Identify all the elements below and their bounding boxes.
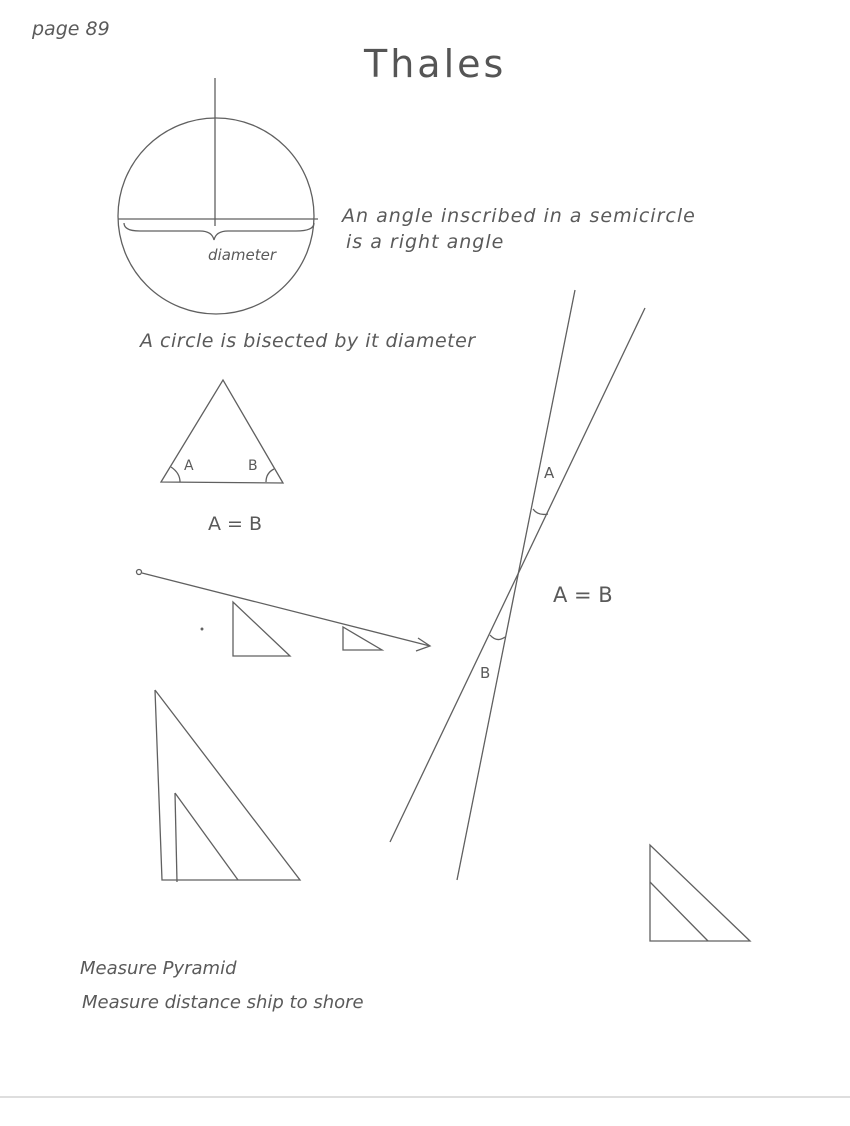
diameter-label: diameter xyxy=(208,246,276,264)
triangle-equality: A = B xyxy=(208,513,263,535)
corner-triangle xyxy=(650,845,750,941)
angle-b-arc xyxy=(266,469,274,482)
crossing-label-a: A xyxy=(544,464,555,482)
vertical-angles-diagram xyxy=(390,290,645,880)
corner-triangle-inner-line xyxy=(650,882,708,941)
angle-a-arc xyxy=(171,467,180,482)
triangle-label-a: A xyxy=(184,458,194,474)
circle-diagram xyxy=(118,78,318,314)
bottom-note-ship: Measure distance ship to shore xyxy=(82,992,364,1013)
isosceles-triangle-diagram xyxy=(161,380,283,535)
crossing-label-b: B xyxy=(480,664,491,682)
inner-triangle-hypotenuse xyxy=(175,793,238,880)
circle-outline xyxy=(118,118,314,314)
crossing-equality: A = B xyxy=(553,583,613,607)
ray-line xyxy=(142,573,430,646)
angle-b-arc-bottom xyxy=(490,635,505,640)
small-triangle-1 xyxy=(233,602,290,656)
bisect-note: A circle is bisected by it diameter xyxy=(140,330,476,352)
inner-triangle-vertical xyxy=(175,793,177,882)
bottom-note-pyramid: Measure Pyramid xyxy=(80,958,237,979)
pencil-speck xyxy=(201,628,203,630)
angle-a-arc-top xyxy=(533,509,548,514)
nested-triangles-diagram xyxy=(155,690,300,882)
page-number: page 89 xyxy=(32,18,110,40)
corner-triangle-diagram xyxy=(650,845,750,941)
page-title: Thales xyxy=(364,42,507,86)
diameter-brace xyxy=(124,223,314,240)
triangle-label-b: B xyxy=(248,458,258,474)
shadow-ray-diagram xyxy=(137,570,431,657)
isosceles-triangle xyxy=(161,380,283,483)
semicircle-note-line-1: An angle inscribed in a semicircle xyxy=(342,205,696,227)
small-triangle-2 xyxy=(343,627,382,650)
ray-origin-dot xyxy=(137,570,142,575)
semicircle-note-line-2: is a right angle xyxy=(346,231,505,253)
crossing-line-slanted xyxy=(390,308,645,842)
